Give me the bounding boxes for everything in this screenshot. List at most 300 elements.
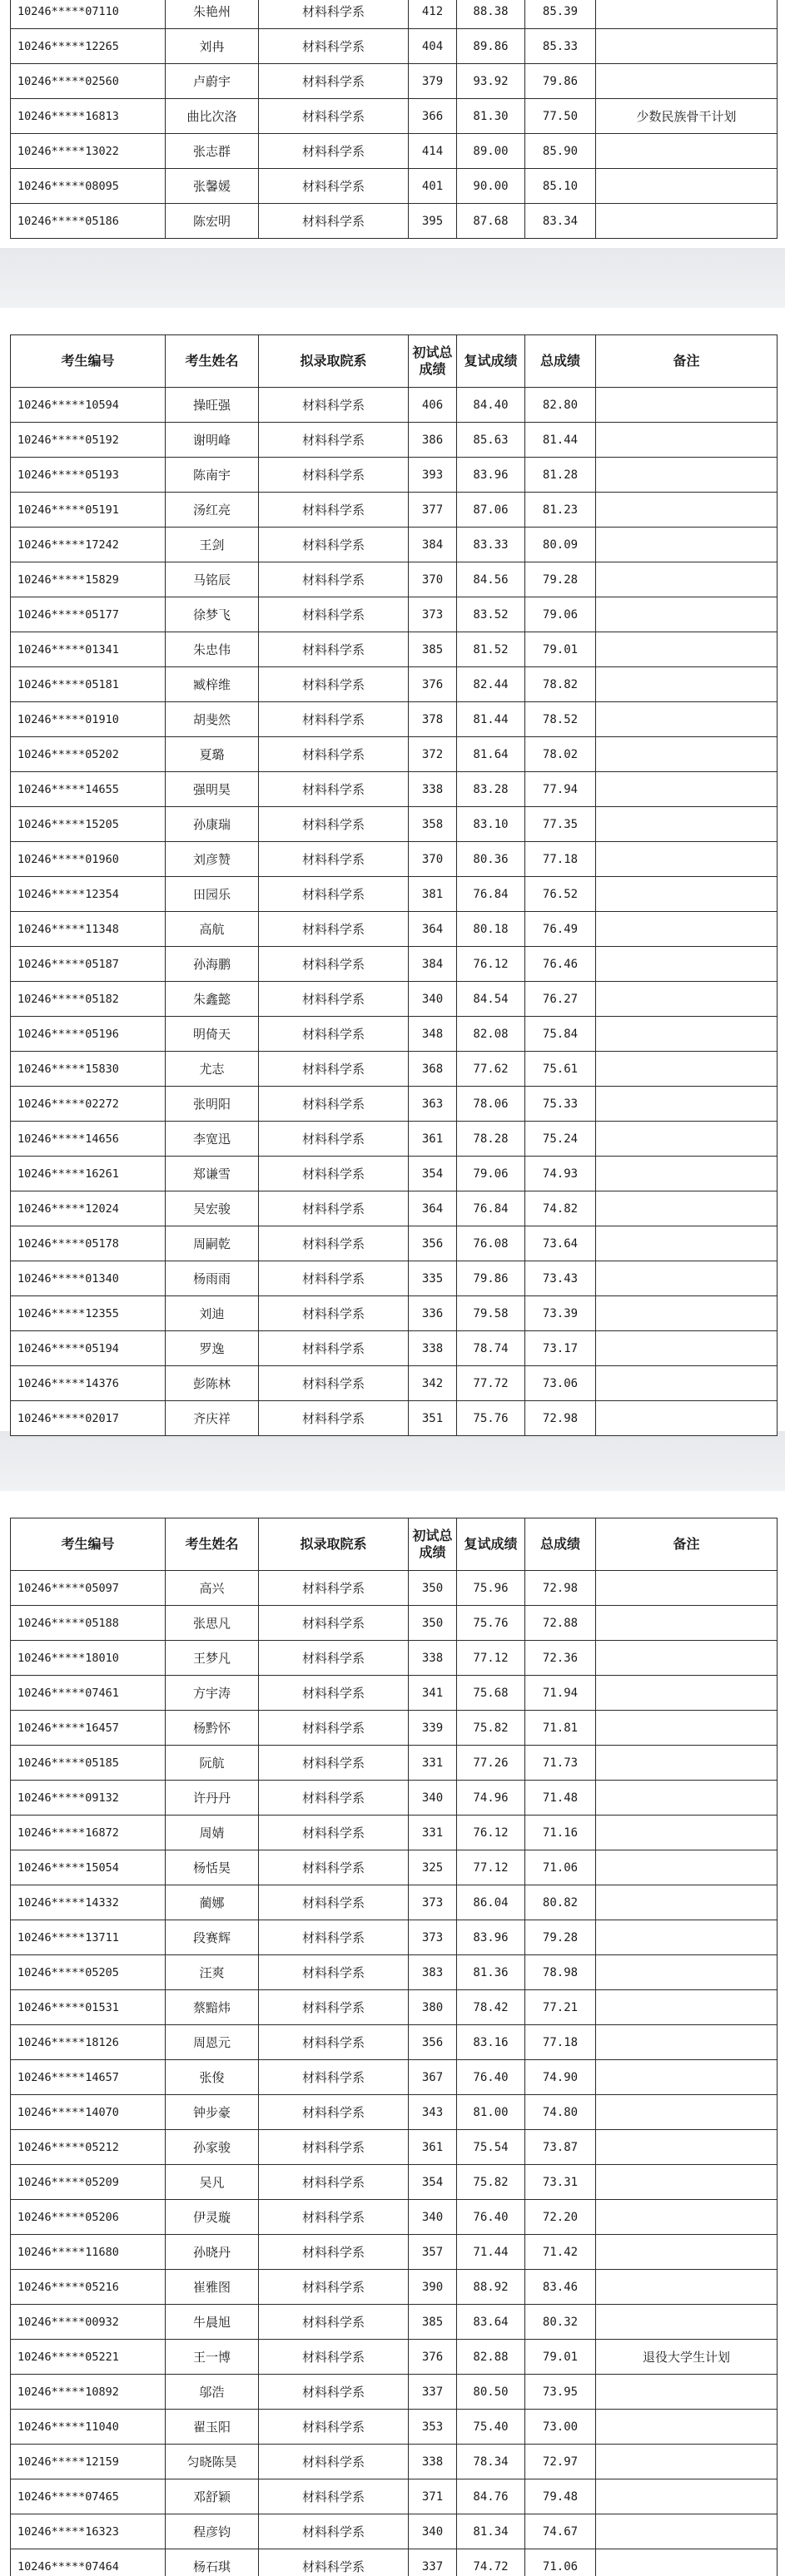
table-row (11, 1990, 778, 2025)
cell-department: 材料科学系 (259, 1990, 409, 2025)
cell-candidate-id: 10246*****15829 (11, 562, 166, 597)
cell-retest-score: 89.00 (457, 134, 525, 169)
cell-note (596, 947, 778, 982)
cell-candidate-id: 10246*****12354 (11, 877, 166, 912)
cell-candidate-id: 10246*****14070 (11, 2095, 166, 2130)
cell-department: 材料科学系 (259, 2514, 409, 2549)
cell-retest-score: 87.68 (457, 204, 525, 239)
header-row (11, 1518, 778, 1571)
cell-retest-score: 83.64 (457, 2305, 525, 2340)
cell-total-score: 72.36 (525, 1641, 596, 1676)
cell-note (596, 667, 778, 702)
cell-department: 材料科学系 (259, 1157, 409, 1191)
cell-department: 材料科学系 (259, 528, 409, 562)
cell-note (596, 1366, 778, 1401)
cell-note (596, 772, 778, 807)
table-row (11, 99, 778, 134)
cell-name: 邬浩 (166, 2375, 259, 2410)
cell-retest-score: 76.40 (457, 2200, 525, 2235)
cell-department: 材料科学系 (259, 877, 409, 912)
cell-note (596, 1606, 778, 1641)
cell-note (596, 842, 778, 877)
table-row (11, 1606, 778, 1641)
cell-candidate-id: 10246*****17242 (11, 528, 166, 562)
cell-note (596, 1571, 778, 1606)
cell-prelim-score: 340 (409, 2200, 457, 2235)
table-section-2 (10, 334, 777, 1436)
table-row (11, 2095, 778, 2130)
cell-candidate-id: 10246*****05196 (11, 1017, 166, 1052)
table-row (11, 1226, 778, 1261)
cell-name: 王一博 (166, 2340, 259, 2375)
cell-prelim-score: 356 (409, 2025, 457, 2060)
table-row (11, 632, 778, 667)
table-row (11, 1711, 778, 1746)
cell-total-score: 75.24 (525, 1122, 596, 1157)
cell-retest-score: 83.96 (457, 1920, 525, 1955)
cell-candidate-id: 10246*****18010 (11, 1641, 166, 1676)
cell-department: 材料科学系 (259, 1571, 409, 1606)
admission-table (10, 0, 778, 239)
cell-prelim-score: 373 (409, 1920, 457, 1955)
cell-note (596, 2060, 778, 2095)
cell-total-score: 73.00 (525, 2410, 596, 2445)
cell-candidate-id: 10246*****13711 (11, 1920, 166, 1955)
cell-total-score: 79.01 (525, 632, 596, 667)
cell-department: 材料科学系 (259, 667, 409, 702)
cell-retest-score: 83.33 (457, 528, 525, 562)
cell-note (596, 632, 778, 667)
table-row (11, 2340, 778, 2375)
cell-prelim-score: 364 (409, 912, 457, 947)
table-row (11, 1955, 778, 1990)
cell-prelim-score: 384 (409, 528, 457, 562)
cell-note (596, 64, 778, 99)
cell-prelim-score: 325 (409, 1850, 457, 1885)
cell-note (596, 2514, 778, 2549)
cell-name: 杨石琪 (166, 2549, 259, 2576)
cell-retest-score: 76.84 (457, 1191, 525, 1226)
cell-note (596, 1052, 778, 1087)
cell-note (596, 2445, 778, 2479)
cell-prelim-score: 354 (409, 2165, 457, 2200)
cell-name: 蔡黯炜 (166, 1990, 259, 2025)
cell-name: 陈南宇 (166, 458, 259, 493)
header-cell-total: 总成绩 (525, 1518, 596, 1571)
header-cell-dept: 拟录取院系 (259, 1518, 409, 1571)
cell-prelim-score: 404 (409, 29, 457, 64)
table-row (11, 772, 778, 807)
cell-name: 孙晓丹 (166, 2235, 259, 2270)
cell-name: 张明阳 (166, 1087, 259, 1122)
cell-candidate-id: 10246*****16457 (11, 1711, 166, 1746)
cell-total-score: 78.02 (525, 737, 596, 772)
cell-name: 吴凡 (166, 2165, 259, 2200)
table-row (11, 842, 778, 877)
cell-total-score: 71.06 (525, 1850, 596, 1885)
table-row (11, 982, 778, 1017)
cell-note (596, 0, 778, 29)
cell-total-score: 74.82 (525, 1191, 596, 1226)
table-row (11, 1885, 778, 1920)
cell-note (596, 562, 778, 597)
table-section-1 (10, 0, 777, 239)
cell-prelim-score: 357 (409, 2235, 457, 2270)
cell-department: 材料科学系 (259, 807, 409, 842)
cell-candidate-id: 10246*****05186 (11, 204, 166, 239)
cell-retest-score: 77.12 (457, 1850, 525, 1885)
cell-department: 材料科学系 (259, 1017, 409, 1052)
cell-department: 材料科学系 (259, 2235, 409, 2270)
cell-retest-score: 84.54 (457, 982, 525, 1017)
cell-department: 材料科学系 (259, 1261, 409, 1296)
cell-name: 许丹丹 (166, 1781, 259, 1816)
header-cell-retest: 复试成绩 (457, 1518, 525, 1571)
table-row (11, 1366, 778, 1401)
cell-total-score: 75.33 (525, 1087, 596, 1122)
cell-note (596, 1157, 778, 1191)
table-row (11, 1641, 778, 1676)
cell-department: 材料科学系 (259, 1816, 409, 1850)
cell-total-score: 78.82 (525, 667, 596, 702)
cell-total-score: 79.48 (525, 2479, 596, 2514)
cell-prelim-score: 338 (409, 1331, 457, 1366)
cell-retest-score: 83.16 (457, 2025, 525, 2060)
cell-candidate-id: 10246*****05181 (11, 667, 166, 702)
cell-name: 阮航 (166, 1746, 259, 1781)
cell-candidate-id: 10246*****10594 (11, 388, 166, 423)
cell-prelim-score: 363 (409, 1087, 457, 1122)
cell-name: 王剑 (166, 528, 259, 562)
cell-total-score: 85.33 (525, 29, 596, 64)
cell-name: 曲比次洛 (166, 99, 259, 134)
cell-name: 蔺娜 (166, 1885, 259, 1920)
cell-retest-score: 85.63 (457, 423, 525, 458)
cell-total-score: 73.43 (525, 1261, 596, 1296)
cell-prelim-score: 338 (409, 772, 457, 807)
cell-prelim-score: 337 (409, 2549, 457, 2576)
cell-department: 材料科学系 (259, 1781, 409, 1816)
cell-note (596, 807, 778, 842)
cell-note (596, 2549, 778, 2576)
cell-candidate-id: 10246*****05177 (11, 597, 166, 632)
cell-total-score: 71.42 (525, 2235, 596, 2270)
cell-total-score: 71.06 (525, 2549, 596, 2576)
cell-prelim-score: 340 (409, 2514, 457, 2549)
table-row (11, 562, 778, 597)
cell-retest-score: 75.40 (457, 2410, 525, 2445)
cell-prelim-score: 351 (409, 1401, 457, 1436)
cell-department: 材料科学系 (259, 134, 409, 169)
table-section-3 (10, 1518, 777, 2576)
cell-department: 材料科学系 (259, 1676, 409, 1711)
cell-retest-score: 81.64 (457, 737, 525, 772)
header-cell-name: 考生姓名 (166, 335, 259, 388)
cell-total-score: 71.48 (525, 1781, 596, 1816)
cell-candidate-id: 10246*****15205 (11, 807, 166, 842)
table-row (11, 0, 778, 29)
table-row (11, 2410, 778, 2445)
table-row (11, 2479, 778, 2514)
cell-department: 材料科学系 (259, 99, 409, 134)
cell-prelim-score: 373 (409, 1885, 457, 1920)
cell-note (596, 493, 778, 528)
table-row (11, 1122, 778, 1157)
table-row (11, 1781, 778, 1816)
admission-table (10, 334, 778, 1436)
cell-prelim-score: 340 (409, 1781, 457, 1816)
cell-department: 材料科学系 (259, 912, 409, 947)
cell-prelim-score: 370 (409, 842, 457, 877)
cell-note (596, 528, 778, 562)
cell-total-score: 77.18 (525, 842, 596, 877)
cell-name: 段赛辉 (166, 1920, 259, 1955)
cell-name: 钟步豪 (166, 2095, 259, 2130)
cell-name: 刘彦赞 (166, 842, 259, 877)
cell-note (596, 423, 778, 458)
cell-department: 材料科学系 (259, 29, 409, 64)
cell-note (596, 458, 778, 493)
cell-candidate-id: 10246*****12355 (11, 1296, 166, 1331)
cell-retest-score: 81.36 (457, 1955, 525, 1990)
cell-prelim-score: 337 (409, 2375, 457, 2410)
cell-name: 程彦钧 (166, 2514, 259, 2549)
cell-name: 杨恬昊 (166, 1850, 259, 1885)
cell-prelim-score: 335 (409, 1261, 457, 1296)
cell-department: 材料科学系 (259, 2060, 409, 2095)
cell-prelim-score: 339 (409, 1711, 457, 1746)
cell-note (596, 1990, 778, 2025)
cell-name: 汪爽 (166, 1955, 259, 1990)
cell-department: 材料科学系 (259, 2549, 409, 2576)
cell-prelim-score: 341 (409, 1676, 457, 1711)
table-row (11, 2130, 778, 2165)
cell-department: 材料科学系 (259, 1296, 409, 1331)
header-cell-name: 考生姓名 (166, 1518, 259, 1571)
cell-prelim-score: 383 (409, 1955, 457, 1990)
cell-prelim-score: 380 (409, 1990, 457, 2025)
cell-name: 刘冉 (166, 29, 259, 64)
cell-retest-score: 71.44 (457, 2235, 525, 2270)
cell-retest-score: 76.12 (457, 947, 525, 982)
cell-retest-score: 81.34 (457, 2514, 525, 2549)
cell-name: 张思凡 (166, 1606, 259, 1641)
cell-total-score: 85.39 (525, 0, 596, 29)
cell-note (596, 877, 778, 912)
cell-candidate-id: 10246*****05193 (11, 458, 166, 493)
cell-prelim-score: 385 (409, 2305, 457, 2340)
cell-name: 张志群 (166, 134, 259, 169)
cell-prelim-score: 331 (409, 1746, 457, 1781)
cell-department: 材料科学系 (259, 2375, 409, 2410)
cell-prelim-score: 390 (409, 2270, 457, 2305)
cell-department: 材料科学系 (259, 0, 409, 29)
table-row (11, 877, 778, 912)
table-row (11, 169, 778, 204)
table-row (11, 1676, 778, 1711)
cell-department: 材料科学系 (259, 1920, 409, 1955)
cell-candidate-id: 10246*****07110 (11, 0, 166, 29)
cell-retest-score: 76.08 (457, 1226, 525, 1261)
cell-total-score: 71.94 (525, 1676, 596, 1711)
cell-prelim-score: 393 (409, 458, 457, 493)
cell-retest-score: 86.04 (457, 1885, 525, 1920)
admission-table (10, 1518, 778, 2576)
cell-name: 尤志 (166, 1052, 259, 1087)
cell-total-score: 73.39 (525, 1296, 596, 1331)
cell-name: 朱鑫懿 (166, 982, 259, 1017)
cell-department: 材料科学系 (259, 423, 409, 458)
cell-candidate-id: 10246*****00932 (11, 2305, 166, 2340)
cell-retest-score: 88.38 (457, 0, 525, 29)
cell-note (596, 1191, 778, 1226)
cell-retest-score: 77.72 (457, 1366, 525, 1401)
cell-retest-score: 80.50 (457, 2375, 525, 2410)
cell-department: 材料科学系 (259, 1606, 409, 1641)
cell-prelim-score: 379 (409, 64, 457, 99)
cell-retest-score: 75.54 (457, 2130, 525, 2165)
table-row (11, 1296, 778, 1331)
cell-retest-score: 77.26 (457, 1746, 525, 1781)
table-row (11, 2165, 778, 2200)
cell-department: 材料科学系 (259, 1331, 409, 1366)
cell-total-score: 79.06 (525, 597, 596, 632)
cell-name: 周嗣乾 (166, 1226, 259, 1261)
cell-name: 杨黔怀 (166, 1711, 259, 1746)
cell-name: 孙康瑞 (166, 807, 259, 842)
cell-name: 李宽迅 (166, 1122, 259, 1157)
cell-department: 材料科学系 (259, 458, 409, 493)
cell-total-score: 72.98 (525, 1571, 596, 1606)
cell-retest-score: 83.28 (457, 772, 525, 807)
table-row (11, 737, 778, 772)
cell-department: 材料科学系 (259, 2200, 409, 2235)
cell-department: 材料科学系 (259, 2025, 409, 2060)
cell-prelim-score: 361 (409, 2130, 457, 2165)
cell-name: 周婧 (166, 1816, 259, 1850)
cell-total-score: 76.49 (525, 912, 596, 947)
cell-prelim-score: 373 (409, 597, 457, 632)
cell-retest-score: 93.92 (457, 64, 525, 99)
cell-prelim-score: 350 (409, 1606, 457, 1641)
cell-note (596, 1226, 778, 1261)
cell-prelim-score: 353 (409, 2410, 457, 2445)
cell-retest-score: 84.40 (457, 388, 525, 423)
table-row (11, 2025, 778, 2060)
cell-note (596, 2375, 778, 2410)
cell-note (596, 2200, 778, 2235)
cell-department: 材料科学系 (259, 1641, 409, 1676)
cell-department: 材料科学系 (259, 2305, 409, 2340)
cell-retest-score: 76.40 (457, 2060, 525, 2095)
cell-note (596, 1401, 778, 1436)
cell-department: 材料科学系 (259, 1226, 409, 1261)
cell-candidate-id: 10246*****14657 (11, 2060, 166, 2095)
cell-note (596, 388, 778, 423)
cell-retest-score: 75.68 (457, 1676, 525, 1711)
cell-prelim-score: 378 (409, 702, 457, 737)
cell-total-score: 77.94 (525, 772, 596, 807)
cell-name: 强明昊 (166, 772, 259, 807)
cell-candidate-id: 10246*****05205 (11, 1955, 166, 1990)
table-row (11, 29, 778, 64)
cell-retest-score: 82.08 (457, 1017, 525, 1052)
cell-name: 朱忠伟 (166, 632, 259, 667)
cell-prelim-score: 386 (409, 423, 457, 458)
table-row (11, 947, 778, 982)
cell-department: 材料科学系 (259, 597, 409, 632)
cell-retest-score: 82.88 (457, 2340, 525, 2375)
cell-name: 操旺强 (166, 388, 259, 423)
cell-prelim-score: 395 (409, 204, 457, 239)
cell-note (596, 1676, 778, 1711)
cell-candidate-id: 10246*****07461 (11, 1676, 166, 1711)
cell-department: 材料科学系 (259, 1955, 409, 1990)
cell-note (596, 2305, 778, 2340)
cell-name: 胡斐然 (166, 702, 259, 737)
cell-department: 材料科学系 (259, 2130, 409, 2165)
header-cell-note: 备注 (596, 1518, 778, 1571)
cell-department: 材料科学系 (259, 2165, 409, 2200)
cell-department: 材料科学系 (259, 2410, 409, 2445)
table-row (11, 1087, 778, 1122)
cell-retest-score: 82.44 (457, 667, 525, 702)
table-row (11, 2200, 778, 2235)
cell-candidate-id: 10246*****15054 (11, 1850, 166, 1885)
cell-total-score: 79.28 (525, 1920, 596, 1955)
cell-note (596, 1850, 778, 1885)
cell-note: 少数民族骨干计划 (596, 99, 778, 134)
table-row (11, 597, 778, 632)
cell-candidate-id: 10246*****13022 (11, 134, 166, 169)
cell-retest-score: 87.06 (457, 493, 525, 528)
header-cell-total: 总成绩 (525, 335, 596, 388)
cell-name: 马铭辰 (166, 562, 259, 597)
cell-name: 高兴 (166, 1571, 259, 1606)
cell-total-score: 74.93 (525, 1157, 596, 1191)
table-row (11, 2060, 778, 2095)
cell-note (596, 1711, 778, 1746)
cell-retest-score: 80.18 (457, 912, 525, 947)
cell-department: 材料科学系 (259, 388, 409, 423)
cell-candidate-id: 10246*****05178 (11, 1226, 166, 1261)
cell-retest-score: 75.76 (457, 1606, 525, 1641)
cell-candidate-id: 10246*****14655 (11, 772, 166, 807)
cell-prelim-score: 366 (409, 99, 457, 134)
cell-note (596, 29, 778, 64)
cell-prelim-score: 338 (409, 1641, 457, 1676)
cell-candidate-id: 10246*****11348 (11, 912, 166, 947)
cell-candidate-id: 10246*****14376 (11, 1366, 166, 1401)
table-row (11, 458, 778, 493)
cell-department: 材料科学系 (259, 2479, 409, 2514)
cell-department: 材料科学系 (259, 2095, 409, 2130)
cell-name: 刘迪 (166, 1296, 259, 1331)
cell-candidate-id: 10246*****05185 (11, 1746, 166, 1781)
cell-candidate-id: 10246*****05206 (11, 2200, 166, 2235)
cell-note (596, 1122, 778, 1157)
cell-name: 夏璐 (166, 737, 259, 772)
cell-retest-score: 78.28 (457, 1122, 525, 1157)
cell-prelim-score: 401 (409, 169, 457, 204)
cell-retest-score: 78.42 (457, 1990, 525, 2025)
cell-prelim-score: 354 (409, 1157, 457, 1191)
cell-total-score: 80.32 (525, 2305, 596, 2340)
cell-total-score: 80.82 (525, 1885, 596, 1920)
cell-note (596, 702, 778, 737)
header-cell-retest: 复试成绩 (457, 335, 525, 388)
cell-department: 材料科学系 (259, 1122, 409, 1157)
